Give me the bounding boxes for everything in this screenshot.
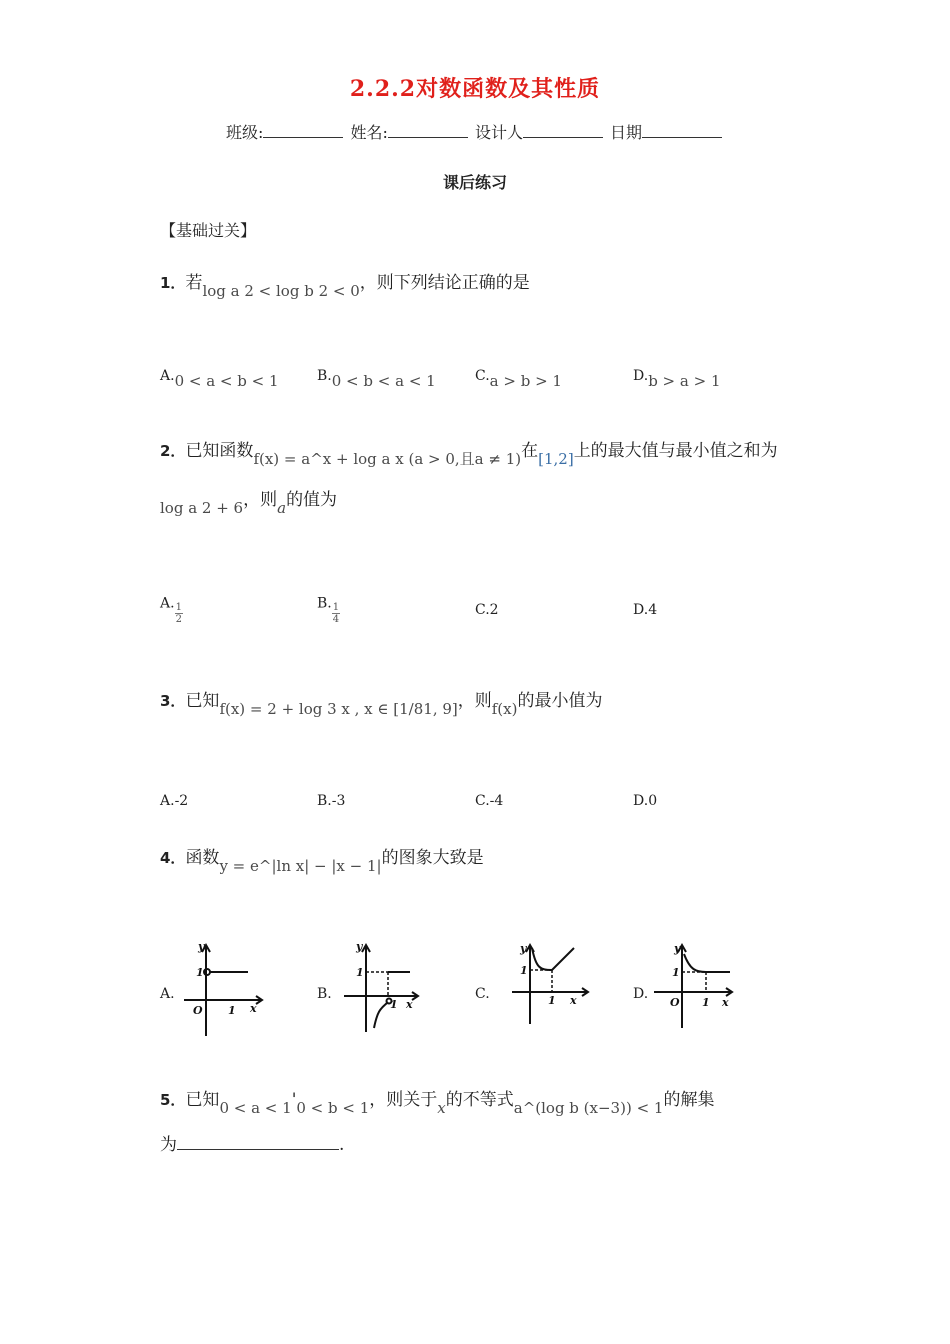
svg-text:y: y	[356, 940, 363, 953]
q3-option-b[interactable]: B.-3	[317, 793, 346, 809]
q2-option-d[interactable]: D.4	[633, 602, 658, 618]
svg-text:1: 1	[196, 966, 204, 979]
question-number: 1．	[160, 274, 186, 292]
question-5-line2: 为 .	[160, 1135, 345, 1155]
subsection-heading: 【基础过关】	[160, 221, 257, 240]
graph-b	[338, 938, 422, 1034]
question-1: 1．若log a 2 < log b 2 < 0，则下列结论正确的是	[160, 273, 530, 300]
svg-text:x: x	[722, 996, 729, 1009]
question-2: 2．已知函数f(x) = a^x + log a x (a > 0,且a ≠ 1)在[1,2]上的最大值与最小值之和为	[160, 441, 778, 468]
math-expression: f(x) = 2 + log 3 x , x ∈ [1/81, 9]	[219, 700, 458, 718]
q4-option-c[interactable]: C.	[475, 986, 490, 1002]
date-label: 日期	[610, 123, 643, 142]
q2-option-c[interactable]: C.2	[475, 602, 499, 618]
svg-text:1: 1	[548, 994, 556, 1007]
svg-text:x: x	[406, 998, 413, 1011]
svg-text:x: x	[570, 994, 577, 1007]
date-field[interactable]	[642, 123, 722, 138]
q3-option-d[interactable]: D.0	[633, 793, 658, 809]
class-label: 班级:	[225, 123, 264, 142]
svg-text:y: y	[198, 940, 205, 953]
answer-field[interactable]	[177, 1135, 339, 1150]
svg-text:y: y	[674, 942, 681, 955]
header-info	[0, 120, 950, 143]
designer-label: 设计人	[474, 123, 523, 142]
svg-text:1: 1	[228, 1004, 236, 1017]
svg-text:O: O	[193, 1004, 203, 1017]
designer-field[interactable]	[523, 123, 603, 138]
math-expression: y = e^|ln x| − |x − 1|	[219, 857, 382, 875]
question-2-line2: log a 2 + 6，则a的值为	[160, 490, 338, 517]
q1-option-c[interactable]: C.a > b > 1	[475, 368, 562, 390]
svg-text:1: 1	[520, 964, 528, 977]
graph-a	[178, 936, 268, 1040]
svg-text:O: O	[670, 996, 680, 1009]
q1-option-d[interactable]: D.b > a > 1	[633, 368, 721, 390]
question-3: 3．已知f(x) = 2 + log 3 x , x ∈ [1/81, 9]，则f(x)的最小值为	[160, 691, 603, 718]
svg-text:1: 1	[356, 966, 364, 979]
svg-text:y: y	[520, 942, 527, 955]
svg-text:1: 1	[390, 998, 398, 1011]
name-label: 姓名:	[350, 123, 388, 142]
page-title: 2.2.2对数函数及其性质	[349, 76, 601, 102]
q3-option-c[interactable]: C.-4	[475, 793, 504, 809]
q2-option-b[interactable]: B. $\frac{1}{4}$	[317, 595, 340, 625]
graph-c	[508, 940, 592, 1026]
q2-option-a[interactable]: A. $\frac{1}{2}$	[160, 595, 182, 625]
q1-option-b[interactable]: B.0 < b < a < 1	[317, 368, 436, 390]
svg-text:x: x	[250, 1002, 257, 1015]
q3-option-a[interactable]: A.-2	[160, 793, 189, 809]
q1-option-a[interactable]: A.0 < a < b < 1	[160, 368, 279, 390]
q4-option-d[interactable]: D.	[633, 986, 649, 1002]
class-field[interactable]	[263, 123, 343, 138]
q4-option-a[interactable]: A.	[160, 986, 175, 1002]
math-expression: a^(log b (x−3)) < 1	[513, 1099, 664, 1117]
math-expression: f(x) = a^x + log a x (a > 0,且a ≠ 1)	[253, 450, 522, 468]
section-heading: 课后练习	[442, 173, 507, 192]
question-4: 4．函数y = e^|ln x| − |x − 1|的图象大致是	[160, 848, 484, 875]
svg-text:1: 1	[702, 996, 710, 1009]
question-5: 5．已知0 < a < 1'0 < b < 1，则关于x的不等式a^(log b (x−3)) < 1的解集	[160, 1090, 715, 1117]
q4-option-b[interactable]: B.	[317, 986, 332, 1002]
name-field[interactable]	[388, 123, 468, 138]
math-expression: log a 2 < log b 2 < 0	[202, 282, 360, 300]
graph-d	[650, 940, 736, 1030]
svg-text:1: 1	[672, 966, 680, 979]
